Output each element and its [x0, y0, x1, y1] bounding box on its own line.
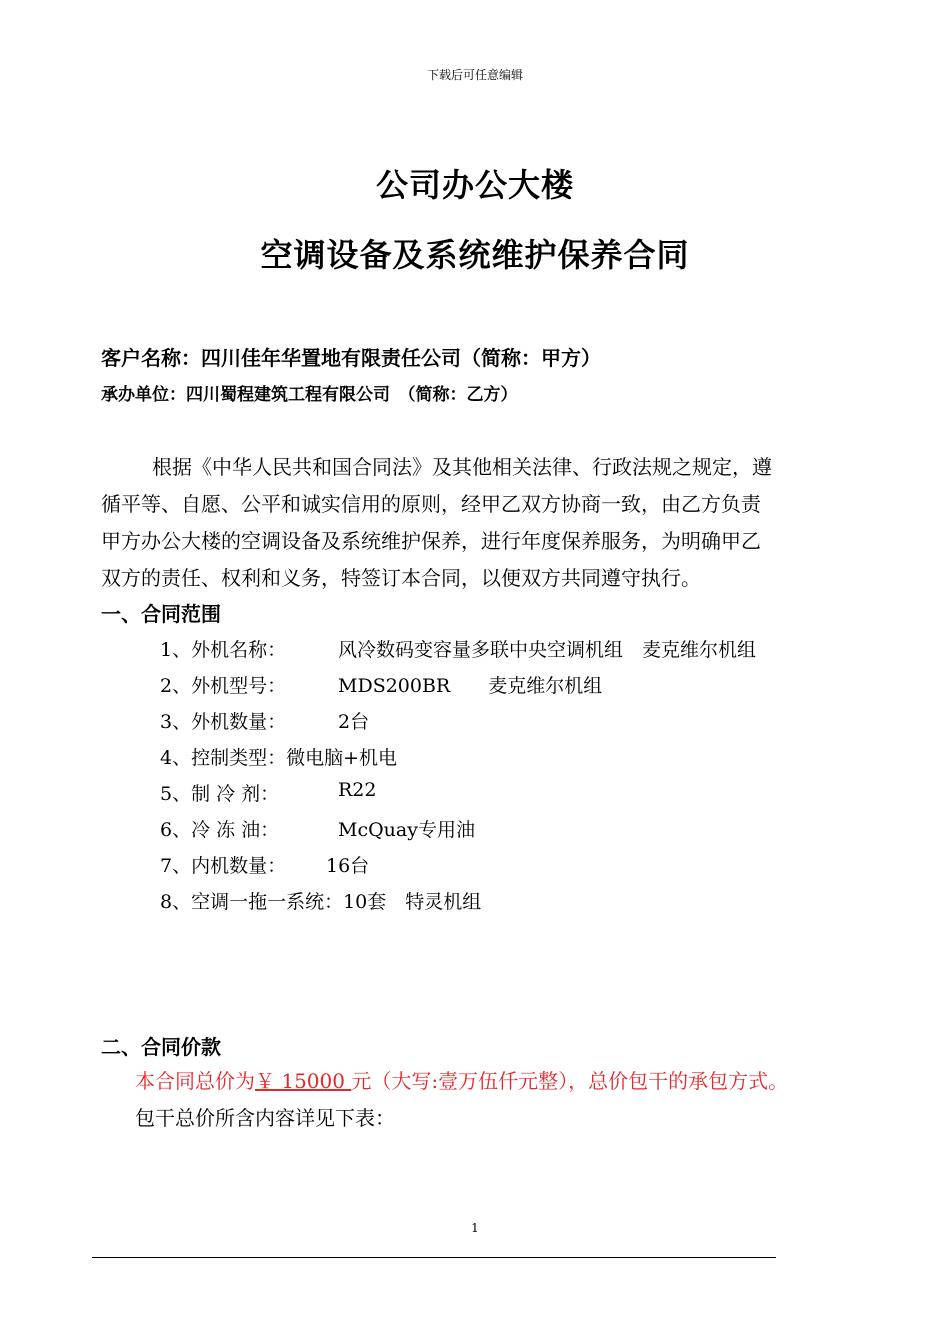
- scope-item-value: 风冷数码变容量多联中央空调机组 麦克维尔机组: [338, 639, 757, 661]
- scope-item: [160, 815, 475, 842]
- scope-item-value: 2台: [338, 711, 370, 733]
- section1-heading: 一、合同范围: [101, 602, 221, 626]
- intro-line: 根据《中华人民共和国合同法》及其他相关法律、行政法规之规定，遵: [152, 455, 772, 479]
- scope-item-label: 2、外机型号：: [160, 675, 287, 697]
- intro-line: 双方的责任、权利和义务，特签订本合同，以便双方共同遵守执行。: [101, 566, 701, 590]
- header-note: 下载后可任意编辑: [426, 68, 523, 82]
- scope-item-label: 5、制 冷 剂：: [160, 783, 280, 805]
- intro-line: 循平等、自愿、公平和诚实信用的原则，经甲乙双方协商一致，由乙方负责: [101, 492, 761, 516]
- scope-item-label: 1、外机名称：: [160, 639, 287, 661]
- contractor-line: 承办单位：四川蜀程建筑工程有限公司 （简称：乙方）: [101, 385, 518, 405]
- scope-item: [160, 887, 481, 914]
- price-amount: ￥ 15000: [255, 1069, 352, 1093]
- document-title-line1: 公司办公大楼: [375, 166, 574, 204]
- scope-item-label: 6、冷 冻 油：: [160, 819, 280, 841]
- scope-item-value: MDS200BR 麦克维尔机组: [338, 675, 603, 697]
- price-suffix: 元（大写:壹万伍仟元整），总价包干的承包方式。: [351, 1069, 789, 1093]
- table-note: 包干总价所含内容详见下表：: [135, 1106, 395, 1130]
- scope-item-label: 4、控制类型：微电脑+机电: [160, 747, 398, 769]
- scope-item: [160, 635, 757, 662]
- scope-item: [160, 743, 397, 770]
- price-prefix: 本合同总价为: [135, 1069, 255, 1093]
- scope-item-value: 16台: [326, 855, 370, 877]
- scope-item-label: 8、空调一拖一系统：10套 特灵机组: [160, 891, 482, 913]
- scope-item-value: R22: [338, 779, 377, 801]
- contract-price-line: [135, 1065, 788, 1094]
- document-title-line2: 空调设备及系统维护保养合同: [260, 236, 690, 274]
- scope-item: [160, 851, 370, 878]
- scope-item-value: McQuay专用油: [338, 819, 475, 841]
- footer-rule: [92, 1257, 776, 1258]
- scope-item: [160, 671, 603, 698]
- scope-item: [160, 779, 377, 806]
- intro-line: 甲方办公大楼的空调设备及系统维护保养，进行年度保养服务，为明确甲乙: [101, 529, 761, 553]
- scope-item-label: 7、内机数量：: [160, 855, 287, 877]
- page-number: 1: [471, 1221, 479, 1235]
- section2-heading: 二、合同价款: [101, 1035, 221, 1059]
- client-name-line: 客户名称：四川佳年华置地有限责任公司（简称：甲方）: [101, 346, 601, 370]
- scope-item: [160, 707, 370, 734]
- scope-item-label: 3、外机数量：: [160, 711, 287, 733]
